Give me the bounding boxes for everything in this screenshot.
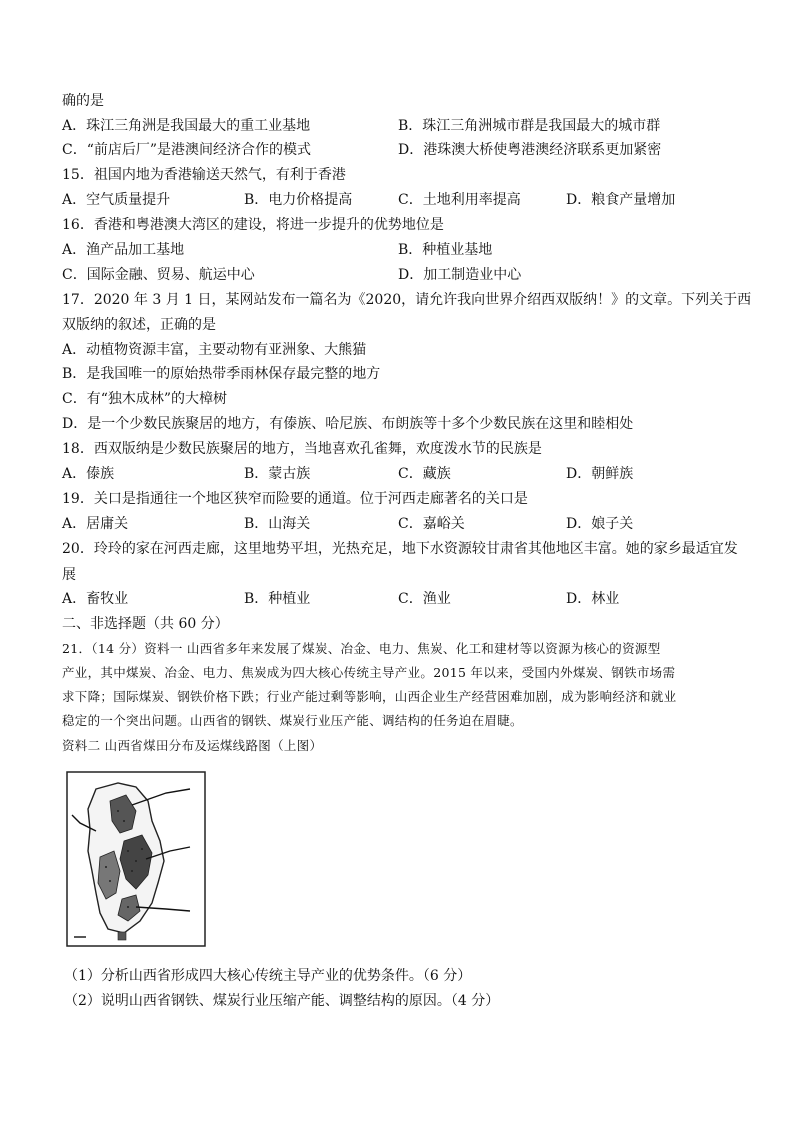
q20-stem-line1: 20．玲玲的家在河西走廊，这里地势平坦，光热充足，地下水资源较甘肃省其他地区丰富。她的家乡最适宜发 bbox=[62, 541, 738, 557]
q16-stem: 16．香港和粤港澳大湾区的建设，将进一步提升的优势地位是 bbox=[62, 217, 444, 233]
q21-material1-line2: 产业，其中煤炭、冶金、电力、焦炭成为四大核心传统主导产业。2015 年以来，受国内外煤炭、钢铁市场需 bbox=[62, 665, 676, 680]
q17-option-d: D．是一个少数民族聚居的地方，有傣族、哈尼族、布朗族等十多个少数民族在这里和睦相处 bbox=[62, 416, 634, 432]
q18-option-b: B．蒙古族 bbox=[244, 466, 311, 482]
q15-option-c: C．土地利用率提高 bbox=[398, 192, 521, 208]
q20-option-a: A．畜牧业 bbox=[62, 591, 129, 607]
q19-option-d: D．娘子关 bbox=[566, 516, 634, 532]
q16-option-a: A．渔产品加工基地 bbox=[62, 242, 185, 258]
q16-option-c: C．国际金融、贸易、航运中心 bbox=[62, 267, 255, 283]
q19-option-a: A．居庸关 bbox=[62, 516, 129, 532]
q17-option-c: C．有“独木成林”的大樟树 bbox=[62, 391, 228, 407]
q19-stem: 19．关口是指通往一个地区狭窄而险要的通道。位于河西走廊著名的关口是 bbox=[62, 491, 528, 507]
q19-option-c: C．嘉峪关 bbox=[398, 516, 465, 532]
q14-stem-tail: 确的是 bbox=[62, 93, 104, 109]
legend-coal-symbol bbox=[118, 932, 126, 940]
q15-option-d: D．粮食产量增加 bbox=[566, 192, 676, 208]
q17-option-a: A．动植物资源丰富，主要动物有亚洲象、大熊猫 bbox=[62, 342, 367, 358]
q21-subquestion-1: （1）分析山西省形成四大核心传统主导产业的优势条件。（6 分） bbox=[64, 968, 472, 984]
q15-option-a: A．空气质量提升 bbox=[62, 192, 171, 208]
q14-option-c: C．“前店后厂”是港澳间经济合作的模式 bbox=[62, 142, 312, 158]
q20-option-d: D．林业 bbox=[566, 591, 620, 607]
q17-stem-line1: 17．2020 年 3 月 1 日，某网站发布一篇名为《2020，请允许我向世界介绍西双版纳！》的文章。下列关于西 bbox=[62, 292, 752, 308]
q21-material1-line4: 稳定的一个突出问题。山西省的钢铁、煤炭行业压产能、调结构的任务迫在眉睫。 bbox=[62, 713, 523, 728]
q21-material2-title: 资料二 山西省煤田分布及运煤线路图（上图） bbox=[62, 738, 323, 753]
q18-stem: 18．西双版纳是少数民族聚居的地方，当地喜欢孔雀舞，欢度泼水节的民族是 bbox=[62, 441, 542, 457]
q18-option-c: C．藏族 bbox=[398, 466, 451, 482]
q14-option-d: D．港珠澳大桥使粤港澳经济联系更加紧密 bbox=[398, 142, 662, 158]
q20-stem-line2: 展 bbox=[62, 567, 76, 583]
q20-option-c: C．渔业 bbox=[398, 591, 451, 607]
q21-material1-line1: 21．（14 分）资料一 山西省多年来发展了煤炭、冶金、电力、焦炭、化工和建材等以资源为核心的资源型 bbox=[62, 641, 661, 656]
q19-option-b: B．山海关 bbox=[244, 516, 311, 532]
q18-option-a: A．傣族 bbox=[62, 466, 115, 482]
q20-option-b: B．种植业 bbox=[244, 591, 311, 607]
q18-option-d: D．朝鲜族 bbox=[566, 466, 634, 482]
q15-stem: 15．祖国内地为香港输送天然气，有利于香港 bbox=[62, 167, 346, 183]
q17-stem-line2: 双版纳的叙述，正确的是 bbox=[62, 317, 216, 333]
q14-option-a: A．珠江三角洲是我国最大的重工业基地 bbox=[62, 118, 311, 134]
q21-material1-line3: 求下降；国际煤炭、钢铁价格下跌；行业产能过剩等影响，山西企业生产经营困难加剧，成为影响经济和就业 bbox=[62, 689, 677, 704]
q21-subquestion-2: （2）说明山西省钢铁、煤炭行业压缩产能、调整结构的原因。（4 分） bbox=[64, 993, 500, 1009]
q17-option-b: B．是我国唯一的原始热带季雨林保存最完整的地方 bbox=[62, 366, 381, 382]
q15-option-b: B．电力价格提高 bbox=[244, 192, 353, 208]
shanxi-coal-map bbox=[66, 771, 206, 947]
q16-option-d: D．加工制造业中心 bbox=[398, 267, 522, 283]
section-heading: 二、非选择题（共 60 分） bbox=[62, 616, 229, 632]
q16-option-b: B．种植业基地 bbox=[398, 242, 493, 258]
q14-option-b: B．珠江三角洲城市群是我国最大的城市群 bbox=[398, 118, 661, 134]
